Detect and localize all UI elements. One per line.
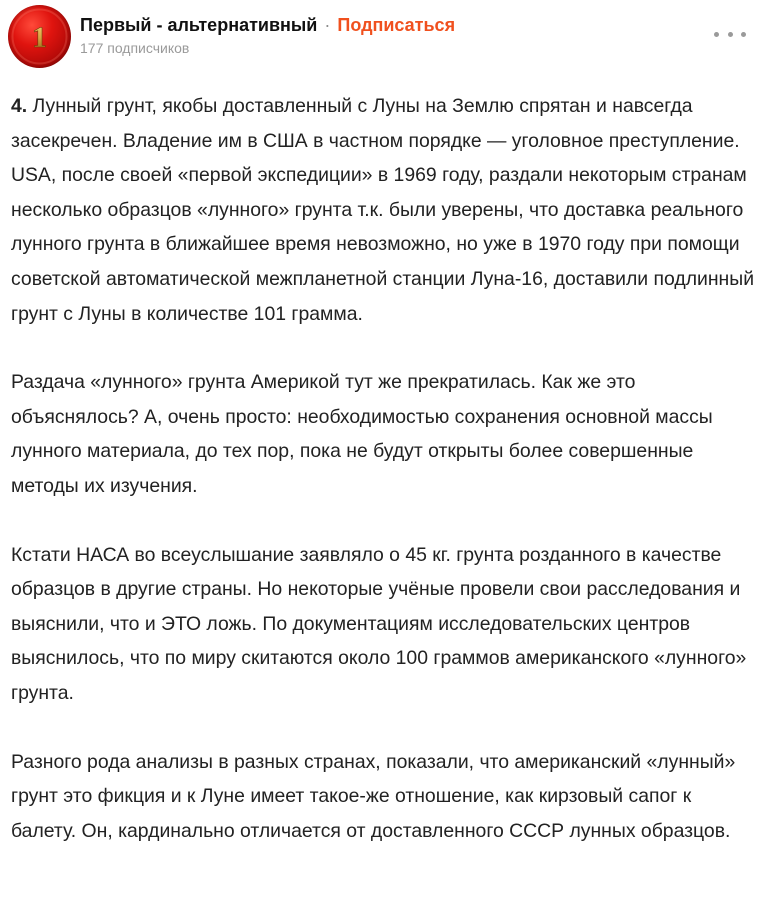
title-separator: ·	[324, 15, 331, 35]
paragraph-text: Лунный грунт, якобы доставленный с Луны на Землю спрятан и навсегда засекречен. Владение им в США в частном порядке — уголовное преступление. USA, после своей «первой экспедиции» в 1969 году, раздали некоторым странам несколько образцов «лунного» грунта т.к. были уверены, что доставка реального лунного грунта в ближайшее время невозможно, но уже в 1970 году при помощи советской автоматической межпланетной станции Луна-16, доставили подлинный грунт с Луны в количестве 101 грамма.	[11, 95, 755, 325]
avatar-emblem-icon	[8, 5, 71, 68]
article-paragraph: Разного рода анализы в разных странах, показали, что американский «лунный» грунт это фикция и к Луне имеет такое-же отношение, как кирзовый сапог к балету. Он, кардинально отличается от доставленного СССР лунных образцов.	[11, 750, 736, 842]
article-paragraph: Раздача «лунного» грунта Америкой тут же прекратилась. Как же это объяснялось? А, очень просто: необходимостью сохранения основной массы лунного материала, до тех пор, пока не будут открыты более совершенные методы их изучения.	[11, 371, 713, 497]
more-dot	[728, 32, 733, 37]
channel-header	[0, 0, 763, 72]
more-dot	[741, 32, 746, 37]
more-dot	[714, 32, 719, 37]
article-paragraph	[11, 89, 756, 331]
subscribers-count: 177 подписчиков	[80, 40, 190, 56]
avatar-number: 1	[32, 21, 47, 54]
channel-name[interactable]: Первый - альтернативный	[80, 15, 318, 35]
article-body	[11, 89, 756, 882]
subscribe-button[interactable]: Подписаться	[337, 15, 456, 35]
channel-title-row	[80, 13, 455, 37]
more-options-icon[interactable]	[714, 22, 746, 46]
channel-avatar[interactable]	[8, 5, 71, 68]
article-paragraph: Кстати НАСА во всеуслышание заявляло о 45 кг. грунта розданного в качестве образцов в другие страны. Но некоторые учёные провели свои расследования и выяснили, что и ЭТО ложь. По документациям исследовательских центров выяснилось, что по миру скитаются около 100 граммов американского «лунного» грунта.	[11, 543, 747, 704]
paragraph-number: 4.	[11, 95, 28, 117]
